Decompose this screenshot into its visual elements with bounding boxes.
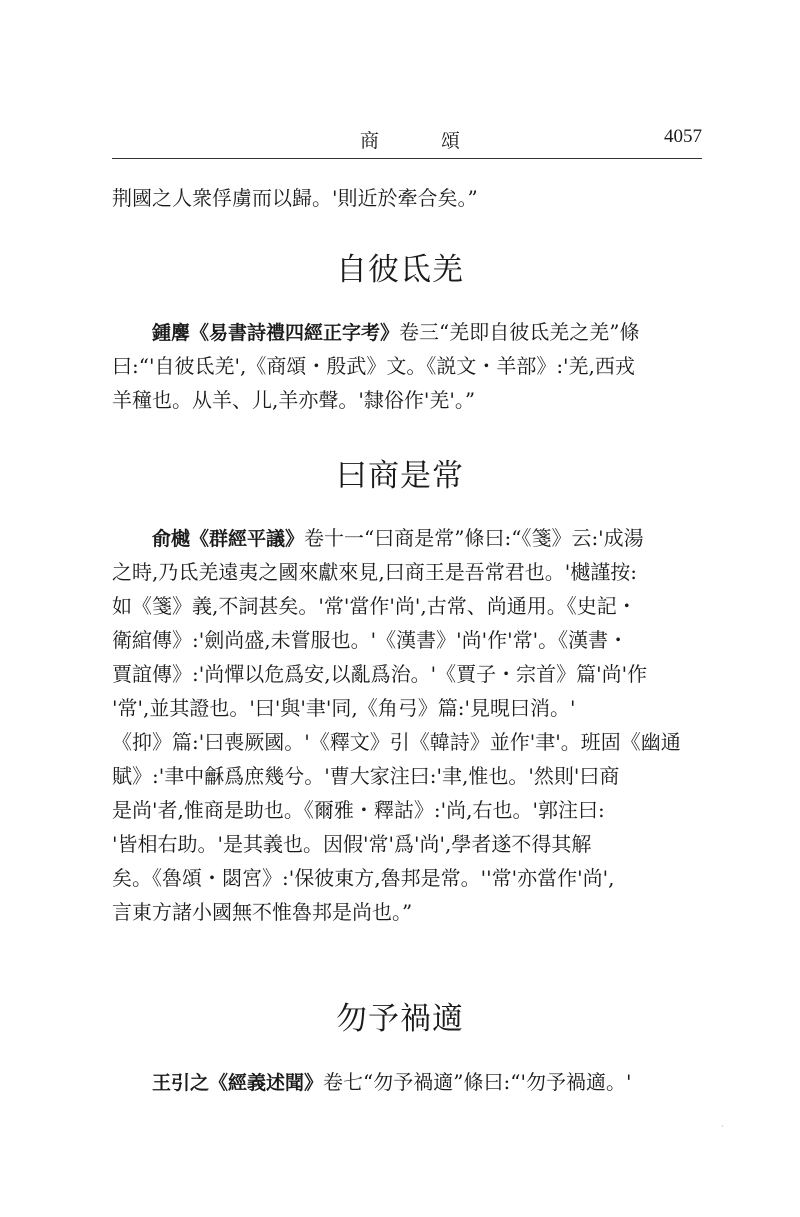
section-2-paragraph [112,521,702,929]
text-line [112,315,702,349]
text-line: 之時,乃氐羌遠夷之國來獻來見,曰商王是吾常君也。'樾謹按: [112,560,637,584]
author-name: 鍾麐 [152,322,191,344]
text-line: 賈誼傳》:'尚憚以危爲安,以亂爲治。'《賈子・宗首》篇'尚'作 [112,662,648,686]
text-run: 卷十一“曰商是常”條曰:“《箋》云:'成湯 [304,526,644,550]
text-line: 賦》:'聿中龢爲庶幾兮。'曹大家注曰:'聿,惟也。'然則'曰商 [112,764,620,788]
running-head-title: 商 頌 [360,130,489,152]
section-1-paragraph [112,315,702,417]
text-line: 言東方諸小國無不惟魯邦是尚也。” [112,900,413,924]
section-heading-1: 自彼氐羌 [336,252,464,288]
text-line [112,1065,702,1099]
text-line: 矣。《魯頌・閟宮》:'保彼東方,魯邦是常。''常'亦當作'尚', [112,866,615,890]
text-line [112,521,702,555]
intro-paragraph [112,181,702,215]
text-line: '常',並其證也。'曰'與'聿'同,《角弓》篇:'見晛曰消。' [112,696,576,720]
text-run: 卷三“羌即自彼氐羌之羌”條 [399,320,640,344]
running-head [112,126,702,156]
book-title: 《群經平議》 [190,528,305,550]
book-title: 《易書詩禮四經正字考》 [190,322,400,344]
text-line: 荆國之人衆俘虜而以歸。'則近於牽合矣。” [112,186,478,210]
section-heading-2: 曰商是常 [336,458,464,494]
text-run: 卷七“勿予禍適”條曰:“'勿予禍適。' [323,1070,632,1094]
page-number: 4057 [664,126,702,147]
header-rule [112,158,702,159]
text-line: 如《箋》義,不詞甚矣。'常'當作'尚',古常、尚通用。《史記・ [112,594,637,618]
text-line: 《抑》篇:'曰喪厥國。'《釋文》引《韓詩》並作'聿'。班固《幽通 [112,730,681,754]
text-line: 衛綰傳》:'劍尚盛,未嘗服也。'《漢書》'尚'作'常'。《漢書・ [112,628,629,652]
text-line: 羊穜也。从羊、儿,羊亦聲。'隸俗作'羌'。” [112,388,476,412]
author-name: 王引之 [152,1072,210,1094]
text-line: 是尚'者,惟商是助也。《爾雅・釋詁》:'尚,右也。'郭注曰: [112,798,605,822]
section-heading-3: 勿予禍適 [336,1001,464,1037]
text-line: '皆相右助。'是其義也。因假'常'爲'尚',學者遂不得其解 [112,832,592,856]
author-name: 俞樾 [152,528,191,550]
section-3-paragraph [112,1065,702,1099]
margin-mark: · [721,1122,724,1131]
text-line: 曰:“'自彼氐羌',《商頌・殷武》文。《説文・羊部》:'羌,西戎 [112,354,635,378]
book-title: 《經義述聞》 [209,1072,324,1094]
